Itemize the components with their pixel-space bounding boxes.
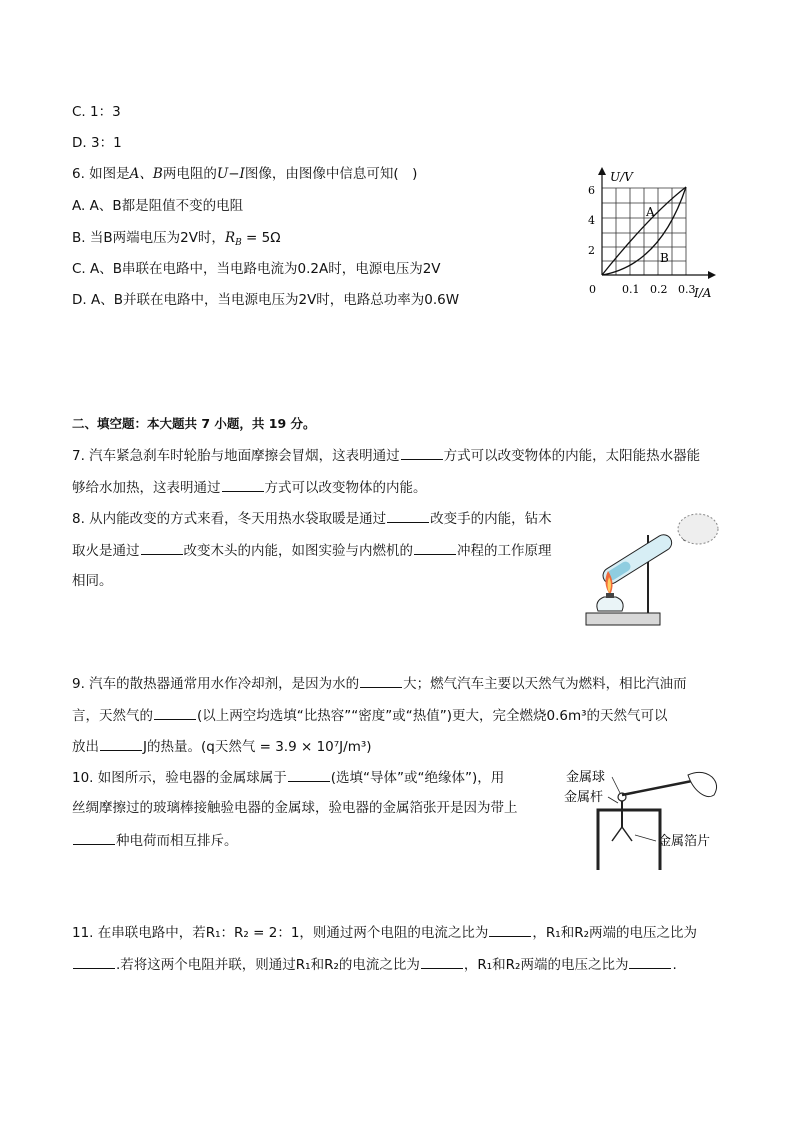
q8-line-1: 8. 从内能改变的方式来看，冬天用热水袋取暖是通过 改变手的内能，钻木 — [72, 508, 552, 529]
x-tick-0.1: 0.1 — [622, 283, 640, 296]
answer-blank[interactable] — [387, 508, 429, 523]
curve-b-label: B — [660, 251, 669, 265]
hand — [688, 772, 717, 796]
q9-line-2: 言，天然气的 (以上两空均选填“比热容”“密度”或“热值”)更大，完全燃烧0.6m³的天然气可以 — [72, 705, 668, 726]
steam-cloud — [678, 514, 718, 544]
q9-line-1: 9. 汽车的散热器通常用水作冷却剂，是因为水的 大；燃气汽车主要以天然气为燃料，相比汽油而 — [72, 673, 687, 694]
answer-blank[interactable] — [154, 705, 196, 720]
alcohol-lamp — [597, 597, 623, 611]
curve-a-label: A — [646, 205, 655, 219]
answer-blank[interactable] — [288, 767, 330, 782]
y-tick-2: 2 — [588, 244, 595, 257]
y-tick-6: 6 — [588, 184, 595, 197]
q11-line-2: .若将这两个电阻并联，则通过R₁和R₂的电流之比为 ，R₁和R₂两端的电压之比为 . — [72, 954, 677, 975]
answer-blank[interactable] — [141, 540, 183, 555]
answer-blank[interactable] — [222, 477, 264, 492]
q6-option-b: B. 当B两端电压为2V时，$R_B = 5\Omega$ — [72, 230, 281, 248]
label-metal-ball: 金属球 — [566, 770, 606, 785]
q6-stem: 6. 如图是A、B两电阻的U−I图像，由图像中信息可知( ) — [72, 166, 418, 182]
q6-option-a: A. A、B都是阻值不变的电阻 — [72, 198, 244, 214]
q6-option-d: D. A、B并联在电路中，当电源电压为2V时，电路总功率为0.6W — [72, 292, 460, 308]
answer-blank[interactable] — [414, 540, 456, 555]
q5-option-d: D. 3：1 — [72, 135, 122, 151]
metal-foil — [612, 827, 632, 841]
q7-line-2: 够给水加热，这表明通过 方式可以改变物体的内能。 — [72, 477, 427, 498]
q10-line-3: 种电荷而相互排斥。 — [72, 830, 238, 851]
q10-line-2: 丝绸摩擦过的玻璃棒接触验电器的金属球，验电器的金属箔张开是因为带上 — [72, 800, 518, 816]
answer-blank[interactable] — [489, 922, 531, 937]
q8-line-3: 相同。 — [72, 573, 113, 589]
answer-blank[interactable] — [73, 954, 115, 969]
label-metal-foil: 金属箔片 — [658, 834, 711, 849]
answer-blank[interactable] — [360, 673, 402, 688]
x-tick-0.2: 0.2 — [650, 283, 668, 296]
answer-blank[interactable] — [401, 445, 443, 460]
y-tick-4: 4 — [588, 214, 595, 227]
x-tick-0.3: 0.3 — [678, 283, 696, 296]
answer-blank[interactable] — [100, 736, 142, 751]
q10-electroscope-figure — [560, 765, 730, 875]
q6-option-c: C. A、B串联在电路中，当电路电流为0.2A时，电源电压为2V — [72, 261, 441, 277]
q5-option-c: C. 1：3 — [72, 104, 121, 120]
q7-line-1: 7. 汽车紧急刹车时轮胎与地面摩擦会冒烟，这表明通过 方式可以改变物体的内能，太阳能热水器能 — [72, 445, 700, 466]
q11-line-1: 11. 在串联电路中，若R₁：R₂ = 2：1，则通过两个电阻的电流之比为 ，R₁和R₂两端的电压之比为 — [72, 922, 697, 943]
q10-line-1: 10. 如图所示，验电器的金属球属于 (选填“导体”或“绝缘体”)，用 — [72, 767, 504, 788]
x-axis-label: I/A — [694, 286, 712, 300]
y-axis-label: U/V — [610, 170, 633, 184]
answer-blank[interactable] — [629, 954, 671, 969]
glass-rod — [622, 781, 692, 795]
electroscope-box — [598, 810, 660, 870]
stand-base — [586, 613, 660, 625]
graph-grid — [602, 188, 686, 275]
q6-ui-graph — [580, 165, 730, 300]
section-heading: 二、填空题：本大题共 7 小题，共 19 分。 — [72, 416, 316, 431]
label-metal-rod: 金属杆 — [564, 790, 604, 805]
q8-line-2: 取火是通过 改变木头的内能，如图实验与内燃机的 冲程的工作原理 — [72, 540, 552, 561]
q9-line-3: 放出 J的热量。(q天然气 = 3.9 × 10⁷J/m³) — [72, 736, 372, 757]
answer-blank[interactable] — [421, 954, 463, 969]
origin-label: 0 — [589, 283, 596, 296]
q8-test-tube-figure — [580, 505, 720, 635]
answer-blank[interactable] — [73, 830, 115, 845]
